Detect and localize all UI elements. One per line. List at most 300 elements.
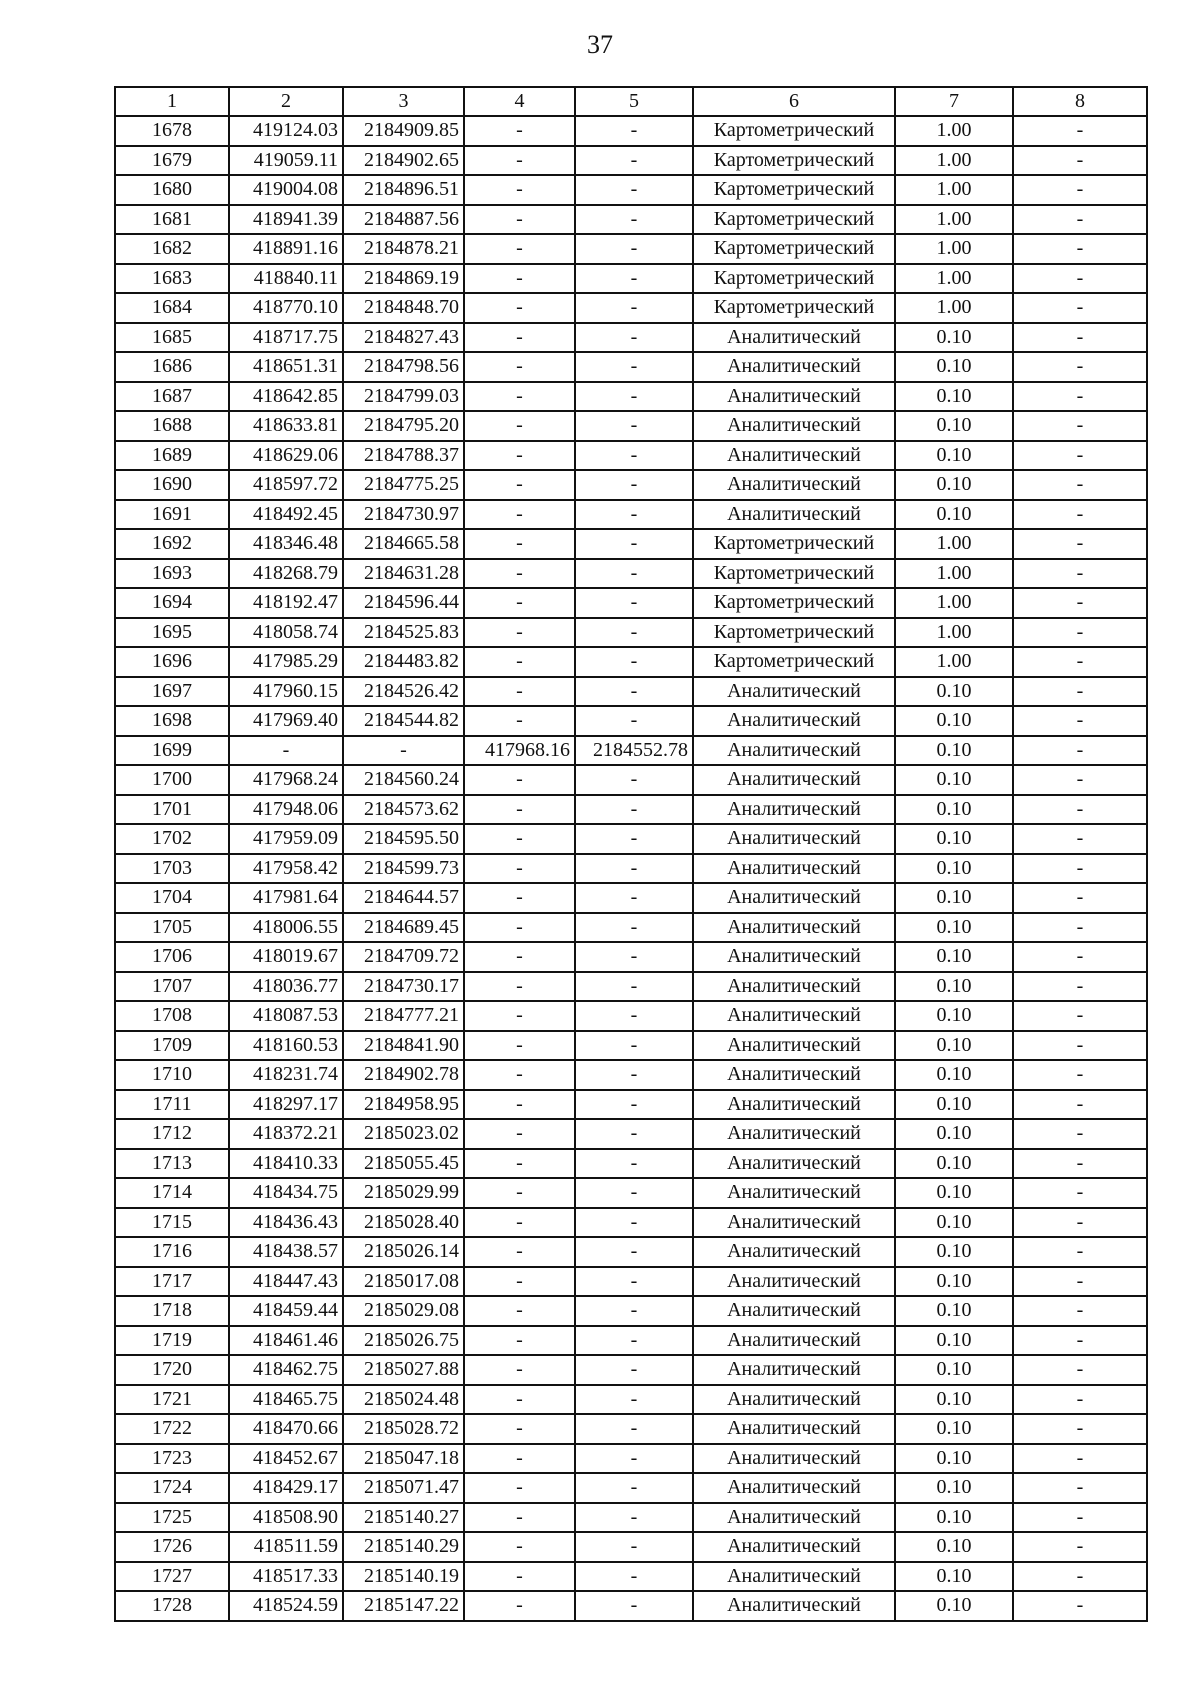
note-cell: - [1013,736,1147,766]
new-x-coordinate-cell: - [464,618,575,648]
y-coordinate-cell: 2184869.19 [343,264,464,294]
x-coordinate-cell: 418459.44 [229,1296,343,1326]
new-y-coordinate-cell: - [575,913,693,943]
point-number-cell: 1690 [115,470,229,500]
method-cell: Аналитический [693,1591,895,1621]
new-y-coordinate-cell: - [575,116,693,146]
table-row [115,972,1147,1002]
new-x-coordinate-cell: - [464,1503,575,1533]
accuracy-cell: 0.10 [895,1149,1013,1179]
table-row [115,677,1147,707]
table-row [115,323,1147,353]
x-coordinate-cell: 417959.09 [229,824,343,854]
accuracy-cell: 0.10 [895,1237,1013,1267]
note-cell: - [1013,1090,1147,1120]
y-coordinate-cell: 2184665.58 [343,529,464,559]
point-number-cell: 1683 [115,264,229,294]
table-row [115,470,1147,500]
y-coordinate-cell: 2185027.88 [343,1355,464,1385]
x-coordinate-cell: 418429.17 [229,1473,343,1503]
accuracy-cell: 0.10 [895,942,1013,972]
method-cell: Картометрический [693,264,895,294]
y-coordinate-cell: 2184599.73 [343,854,464,884]
new-x-coordinate-cell: - [464,264,575,294]
y-coordinate-cell: 2184689.45 [343,913,464,943]
point-number-cell: 1716 [115,1237,229,1267]
x-coordinate-cell: 418633.81 [229,411,343,441]
y-coordinate-cell: 2184958.95 [343,1090,464,1120]
note-cell: - [1013,470,1147,500]
note-cell: - [1013,1414,1147,1444]
column-header-5: 5 [575,87,693,116]
accuracy-cell: 0.10 [895,1562,1013,1592]
new-x-coordinate-cell: - [464,1090,575,1120]
new-y-coordinate-cell: - [575,972,693,1002]
x-coordinate-cell: 418642.85 [229,382,343,412]
y-coordinate-cell: 2185140.29 [343,1532,464,1562]
table-row [115,411,1147,441]
point-number-cell: 1707 [115,972,229,1002]
accuracy-cell: 0.10 [895,382,1013,412]
y-coordinate-cell: 2185029.08 [343,1296,464,1326]
new-x-coordinate-cell: - [464,1149,575,1179]
new-y-coordinate-cell: - [575,1237,693,1267]
new-x-coordinate-cell: - [464,352,575,382]
method-cell: Аналитический [693,824,895,854]
table-row [115,1178,1147,1208]
point-number-cell: 1700 [115,765,229,795]
method-cell: Аналитический [693,500,895,530]
table-row [115,1237,1147,1267]
point-number-cell: 1705 [115,913,229,943]
table-row [115,1296,1147,1326]
method-cell: Аналитический [693,972,895,1002]
note-cell: - [1013,1503,1147,1533]
new-x-coordinate-cell: - [464,323,575,353]
table-row [115,559,1147,589]
table-row [115,883,1147,913]
accuracy-cell: 0.10 [895,352,1013,382]
new-y-coordinate-cell: - [575,1591,693,1621]
y-coordinate-cell: 2184525.83 [343,618,464,648]
y-coordinate-cell: 2185017.08 [343,1267,464,1297]
x-coordinate-cell: 418770.10 [229,293,343,323]
new-y-coordinate-cell: - [575,293,693,323]
x-coordinate-cell: 418058.74 [229,618,343,648]
point-number-cell: 1699 [115,736,229,766]
method-cell: Аналитический [693,1237,895,1267]
accuracy-cell: 1.00 [895,205,1013,235]
x-coordinate-cell: 418465.75 [229,1385,343,1415]
y-coordinate-cell: 2184878.21 [343,234,464,264]
new-x-coordinate-cell: - [464,1473,575,1503]
new-x-coordinate-cell: - [464,883,575,913]
point-number-cell: 1718 [115,1296,229,1326]
y-coordinate-cell: 2184709.72 [343,942,464,972]
new-x-coordinate-cell: - [464,913,575,943]
new-x-coordinate-cell: - [464,1119,575,1149]
point-number-cell: 1686 [115,352,229,382]
note-cell: - [1013,1119,1147,1149]
new-y-coordinate-cell: - [575,706,693,736]
point-number-cell: 1694 [115,588,229,618]
table-row [115,1090,1147,1120]
point-number-cell: 1724 [115,1473,229,1503]
method-cell: Аналитический [693,765,895,795]
y-coordinate-cell: 2184848.70 [343,293,464,323]
method-cell: Аналитический [693,1178,895,1208]
point-number-cell: 1681 [115,205,229,235]
new-y-coordinate-cell: - [575,1296,693,1326]
accuracy-cell: 0.10 [895,1414,1013,1444]
method-cell: Аналитический [693,942,895,972]
new-y-coordinate-cell: - [575,883,693,913]
note-cell: - [1013,647,1147,677]
point-number-cell: 1684 [115,293,229,323]
point-number-cell: 1715 [115,1208,229,1238]
point-number-cell: 1687 [115,382,229,412]
accuracy-cell: 0.10 [895,1119,1013,1149]
new-x-coordinate-cell: - [464,1355,575,1385]
x-coordinate-cell: 419124.03 [229,116,343,146]
accuracy-cell: 0.10 [895,1503,1013,1533]
y-coordinate-cell: 2185071.47 [343,1473,464,1503]
accuracy-cell: 1.00 [895,293,1013,323]
table-row [115,795,1147,825]
note-cell: - [1013,706,1147,736]
x-coordinate-cell: 418434.75 [229,1178,343,1208]
note-cell: - [1013,677,1147,707]
method-cell: Картометрический [693,529,895,559]
point-number-cell: 1714 [115,1178,229,1208]
method-cell: Картометрический [693,234,895,264]
x-coordinate-cell: 418651.31 [229,352,343,382]
point-number-cell: 1710 [115,1060,229,1090]
y-coordinate-cell: 2184631.28 [343,559,464,589]
note-cell: - [1013,1001,1147,1031]
table-row [115,1591,1147,1621]
y-coordinate-cell: 2185023.02 [343,1119,464,1149]
new-y-coordinate-cell: - [575,942,693,972]
table-row [115,1473,1147,1503]
point-number-cell: 1704 [115,883,229,913]
note-cell: - [1013,382,1147,412]
note-cell: - [1013,1326,1147,1356]
accuracy-cell: 0.10 [895,1296,1013,1326]
note-cell: - [1013,264,1147,294]
new-y-coordinate-cell: - [575,529,693,559]
point-number-cell: 1706 [115,942,229,972]
new-y-coordinate-cell: - [575,411,693,441]
point-number-cell: 1719 [115,1326,229,1356]
y-coordinate-cell: 2184795.20 [343,411,464,441]
accuracy-cell: 0.10 [895,1031,1013,1061]
table-row [115,205,1147,235]
new-x-coordinate-cell: - [464,677,575,707]
table-row [115,647,1147,677]
new-x-coordinate-cell: - [464,1031,575,1061]
new-x-coordinate-cell: - [464,1178,575,1208]
y-coordinate-cell: 2184887.56 [343,205,464,235]
new-y-coordinate-cell: - [575,1355,693,1385]
method-cell: Аналитический [693,1090,895,1120]
column-header-1: 1 [115,87,229,116]
method-cell: Аналитический [693,1060,895,1090]
y-coordinate-cell: 2184644.57 [343,883,464,913]
point-number-cell: 1728 [115,1591,229,1621]
new-x-coordinate-cell: - [464,1060,575,1090]
x-coordinate-cell: 418941.39 [229,205,343,235]
table-row [115,913,1147,943]
table-row [115,1001,1147,1031]
new-y-coordinate-cell: - [575,146,693,176]
point-number-cell: 1688 [115,411,229,441]
x-coordinate-cell: 418447.43 [229,1267,343,1297]
new-x-coordinate-cell: - [464,1444,575,1474]
new-y-coordinate-cell: - [575,1532,693,1562]
point-number-cell: 1692 [115,529,229,559]
y-coordinate-cell: 2184777.21 [343,1001,464,1031]
new-y-coordinate-cell: - [575,264,693,294]
new-y-coordinate-cell: - [575,795,693,825]
x-coordinate-cell: 418436.43 [229,1208,343,1238]
new-y-coordinate-cell: - [575,1444,693,1474]
note-cell: - [1013,559,1147,589]
point-number-cell: 1702 [115,824,229,854]
x-coordinate-cell: 418231.74 [229,1060,343,1090]
new-y-coordinate-cell: - [575,765,693,795]
table-body [115,116,1147,1621]
new-y-coordinate-cell: - [575,1149,693,1179]
note-cell: - [1013,323,1147,353]
x-coordinate-cell: 418192.47 [229,588,343,618]
table-row [115,1562,1147,1592]
method-cell: Аналитический [693,382,895,412]
table-row [115,1208,1147,1238]
point-number-cell: 1713 [115,1149,229,1179]
table-row [115,942,1147,972]
point-number-cell: 1696 [115,647,229,677]
table-row [115,706,1147,736]
point-number-cell: 1703 [115,854,229,884]
y-coordinate-cell: 2184902.78 [343,1060,464,1090]
new-y-coordinate-cell: - [575,1119,693,1149]
x-coordinate-cell: 418006.55 [229,913,343,943]
note-cell: - [1013,411,1147,441]
method-cell: Картометрический [693,293,895,323]
y-coordinate-cell: 2184902.65 [343,146,464,176]
note-cell: - [1013,500,1147,530]
new-x-coordinate-cell: - [464,1267,575,1297]
note-cell: - [1013,1385,1147,1415]
x-coordinate-cell: 418160.53 [229,1031,343,1061]
note-cell: - [1013,352,1147,382]
new-x-coordinate-cell: - [464,1385,575,1415]
accuracy-cell: 1.00 [895,588,1013,618]
method-cell: Аналитический [693,1414,895,1444]
method-cell: Аналитический [693,1503,895,1533]
new-y-coordinate-cell: - [575,205,693,235]
x-coordinate-cell: 418629.06 [229,441,343,471]
note-cell: - [1013,529,1147,559]
accuracy-cell: 0.10 [895,1267,1013,1297]
point-number-cell: 1720 [115,1355,229,1385]
note-cell: - [1013,116,1147,146]
method-cell: Аналитический [693,470,895,500]
accuracy-cell: 0.10 [895,1326,1013,1356]
table-row [115,234,1147,264]
x-coordinate-cell: 418492.45 [229,500,343,530]
note-cell: - [1013,1060,1147,1090]
y-coordinate-cell: 2185028.40 [343,1208,464,1238]
accuracy-cell: 0.10 [895,1473,1013,1503]
x-coordinate-cell: 418087.53 [229,1001,343,1031]
method-cell: Аналитический [693,736,895,766]
table-row [115,1119,1147,1149]
table-row [115,1326,1147,1356]
x-coordinate-cell: 418597.72 [229,470,343,500]
accuracy-cell: 0.10 [895,824,1013,854]
new-x-coordinate-cell: 417968.16 [464,736,575,766]
new-y-coordinate-cell: - [575,1060,693,1090]
x-coordinate-cell: 419004.08 [229,175,343,205]
accuracy-cell: 0.10 [895,1178,1013,1208]
new-x-coordinate-cell: - [464,972,575,1002]
note-cell: - [1013,1473,1147,1503]
table-row [115,1385,1147,1415]
new-y-coordinate-cell: - [575,1414,693,1444]
accuracy-cell: 0.10 [895,1444,1013,1474]
accuracy-cell: 1.00 [895,264,1013,294]
column-header-4: 4 [464,87,575,116]
note-cell: - [1013,1149,1147,1179]
new-y-coordinate-cell: - [575,618,693,648]
new-y-coordinate-cell: - [575,1090,693,1120]
note-cell: - [1013,205,1147,235]
accuracy-cell: 0.10 [895,677,1013,707]
y-coordinate-cell: 2184596.44 [343,588,464,618]
note-cell: - [1013,1355,1147,1385]
method-cell: Аналитический [693,1385,895,1415]
x-coordinate-cell: 418517.33 [229,1562,343,1592]
x-coordinate-cell: 418840.11 [229,264,343,294]
new-y-coordinate-cell: - [575,1562,693,1592]
point-number-cell: 1689 [115,441,229,471]
note-cell: - [1013,765,1147,795]
note-cell: - [1013,1208,1147,1238]
point-number-cell: 1709 [115,1031,229,1061]
y-coordinate-cell: 2185029.99 [343,1178,464,1208]
note-cell: - [1013,795,1147,825]
accuracy-cell: 0.10 [895,441,1013,471]
x-coordinate-cell: - [229,736,343,766]
note-cell: - [1013,1591,1147,1621]
new-y-coordinate-cell: - [575,647,693,677]
note-cell: - [1013,883,1147,913]
x-coordinate-cell: 418438.57 [229,1237,343,1267]
table-row [115,264,1147,294]
method-cell: Аналитический [693,795,895,825]
y-coordinate-cell: 2184483.82 [343,647,464,677]
y-coordinate-cell: 2185140.19 [343,1562,464,1592]
accuracy-cell: 0.10 [895,795,1013,825]
x-coordinate-cell: 418508.90 [229,1503,343,1533]
x-coordinate-cell: 418268.79 [229,559,343,589]
note-cell: - [1013,1444,1147,1474]
method-cell: Аналитический [693,1296,895,1326]
method-cell: Аналитический [693,1473,895,1503]
new-y-coordinate-cell: - [575,441,693,471]
accuracy-cell: 0.10 [895,706,1013,736]
point-number-cell: 1708 [115,1001,229,1031]
note-cell: - [1013,824,1147,854]
new-x-coordinate-cell: - [464,795,575,825]
new-y-coordinate-cell: - [575,854,693,884]
table-row [115,854,1147,884]
new-x-coordinate-cell: - [464,146,575,176]
method-cell: Картометрический [693,618,895,648]
accuracy-cell: 0.10 [895,1591,1013,1621]
note-cell: - [1013,972,1147,1002]
new-y-coordinate-cell: - [575,1001,693,1031]
method-cell: Аналитический [693,1326,895,1356]
method-cell: Аналитический [693,1267,895,1297]
point-number-cell: 1712 [115,1119,229,1149]
y-coordinate-cell: 2184799.03 [343,382,464,412]
table-row [115,500,1147,530]
x-coordinate-cell: 417948.06 [229,795,343,825]
note-cell: - [1013,618,1147,648]
new-x-coordinate-cell: - [464,470,575,500]
accuracy-cell: 0.10 [895,1385,1013,1415]
new-x-coordinate-cell: - [464,706,575,736]
note-cell: - [1013,293,1147,323]
y-coordinate-cell: 2184560.24 [343,765,464,795]
accuracy-cell: 0.10 [895,765,1013,795]
y-coordinate-cell: 2184730.17 [343,972,464,1002]
table-row [115,116,1147,146]
column-header-6: 6 [693,87,895,116]
new-y-coordinate-cell: 2184552.78 [575,736,693,766]
column-header-7: 7 [895,87,1013,116]
point-number-cell: 1711 [115,1090,229,1120]
table-row [115,736,1147,766]
method-cell: Аналитический [693,1562,895,1592]
new-x-coordinate-cell: - [464,942,575,972]
x-coordinate-cell: 417958.42 [229,854,343,884]
method-cell: Картометрический [693,559,895,589]
accuracy-cell: 1.00 [895,618,1013,648]
accuracy-cell: 0.10 [895,500,1013,530]
x-coordinate-cell: 418452.67 [229,1444,343,1474]
accuracy-cell: 1.00 [895,146,1013,176]
accuracy-cell: 1.00 [895,559,1013,589]
method-cell: Картометрический [693,116,895,146]
x-coordinate-cell: 418346.48 [229,529,343,559]
y-coordinate-cell: 2184909.85 [343,116,464,146]
new-x-coordinate-cell: - [464,559,575,589]
method-cell: Аналитический [693,1532,895,1562]
new-y-coordinate-cell: - [575,1031,693,1061]
new-y-coordinate-cell: - [575,1385,693,1415]
accuracy-cell: 0.10 [895,1060,1013,1090]
y-coordinate-cell: - [343,736,464,766]
accuracy-cell: 0.10 [895,1208,1013,1238]
accuracy-cell: 1.00 [895,647,1013,677]
note-cell: - [1013,1562,1147,1592]
new-x-coordinate-cell: - [464,411,575,441]
y-coordinate-cell: 2184775.25 [343,470,464,500]
